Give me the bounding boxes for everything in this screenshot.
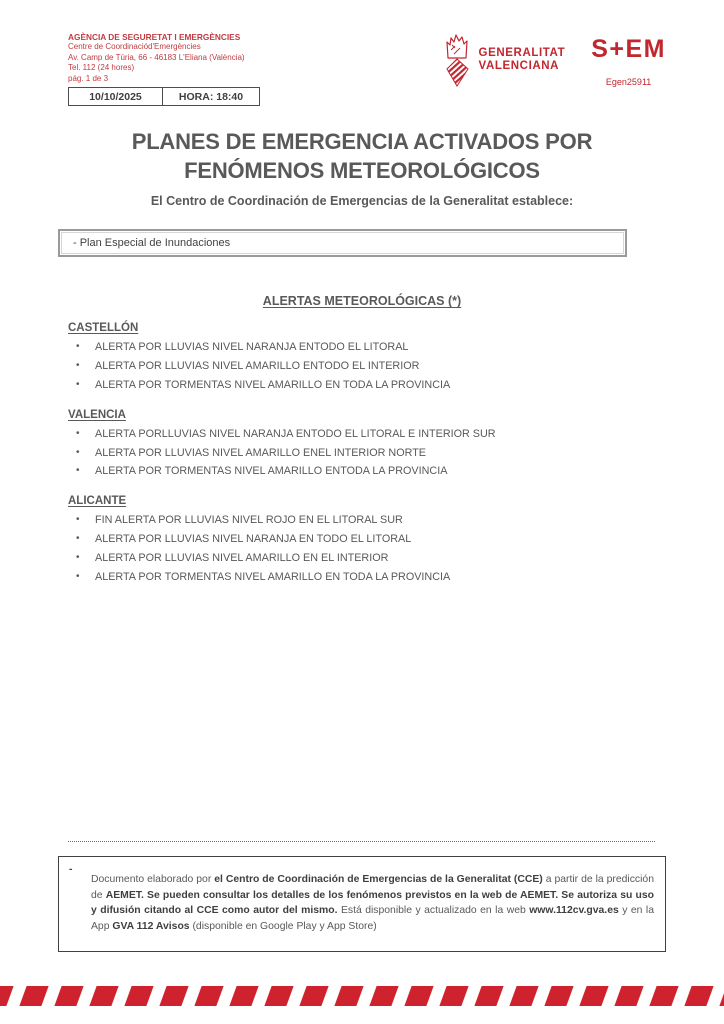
province-heading: ALICANTE (68, 495, 127, 508)
alert-item (68, 338, 664, 357)
footer-note-box (58, 856, 666, 952)
alert-item (68, 549, 664, 568)
datetime-table (68, 87, 260, 106)
agency-line: Av. Camp de Túria, 66 - 46183 L'Eliana (València) (68, 52, 245, 62)
hazard-stripe (334, 986, 363, 1006)
bullet-icon: • (76, 570, 80, 582)
alert-text: ALERTA POR LLUVIAS NIVEL AMARILLO ENEL INTERIOR NORTE (95, 446, 427, 459)
title-line: FENÓMENOS METEOROLÓGICOS (184, 158, 540, 184)
alert-text: ALERTA POR LLUVIAS NIVEL NARANJA ENTODO EL LITORAL (95, 341, 409, 354)
alert-list (68, 425, 664, 481)
date-cell: 10/10/2025 (69, 88, 163, 105)
province-section-valencia (68, 409, 664, 481)
alert-text: ALERTA POR TORMENTAS NIVEL AMARILLO EN TODA LA PROVINCIA (95, 570, 451, 583)
hazard-stripe-band (0, 986, 724, 1006)
hazard-stripe (194, 986, 223, 1006)
document-reference: Egen25911 (605, 77, 652, 87)
footer (0, 841, 724, 952)
alert-list (68, 338, 664, 394)
document-subtitle: El Centro de Coordinación de Emergencias de la Generalitat establece: (150, 194, 574, 209)
alert-text: ALERTA POR LLUVIAS NIVEL NARANJA EN TODO EL LITORAL (95, 533, 412, 546)
alert-item (68, 511, 664, 530)
bullet-icon: • (76, 427, 80, 439)
hazard-stripe (544, 986, 573, 1006)
agency-name: AGÈNCIA DE SEGURETAT I EMERGÈNCIES (68, 32, 241, 42)
generalitat-logo (441, 32, 566, 93)
hazard-stripe (684, 986, 713, 1006)
hazard-stripe (614, 986, 643, 1006)
alert-item (68, 376, 664, 395)
header (0, 0, 724, 106)
alert-item (68, 444, 664, 463)
activated-plan-box (58, 229, 627, 257)
alert-text: ALERTA POR LLUVIAS NIVEL AMARILLO ENTODO EL INTERIOR (95, 360, 420, 373)
hazard-stripe (649, 986, 678, 1006)
bullet-icon: • (76, 533, 80, 545)
hazard-stripe (124, 986, 153, 1006)
province-heading: VALENCIA (68, 408, 126, 421)
alert-item (68, 568, 664, 587)
hazard-stripe (0, 986, 14, 1006)
hazard-stripe (509, 986, 538, 1006)
province-section-castellon (68, 322, 664, 394)
bullet-icon: • (76, 446, 80, 458)
bullet-icon: • (76, 341, 80, 353)
alert-item (68, 530, 664, 549)
footer-dash: - (69, 863, 73, 875)
hazard-stripe (719, 986, 724, 1006)
alert-item (68, 462, 664, 481)
page-number: pág. 1 de 3 (68, 73, 109, 83)
sem-logo-block (591, 32, 666, 87)
bullet-icon: • (76, 514, 80, 526)
hazard-stripe (264, 986, 293, 1006)
activated-plan-text: - Plan Especial de Inundaciones (73, 237, 231, 250)
generalitat-wordmark-line: VALENCIANA (478, 59, 560, 72)
alert-list (68, 511, 664, 586)
agency-line: Tel. 112 (24 hores) (68, 63, 135, 73)
document-title (0, 127, 724, 185)
generalitat-crest-icon (441, 32, 473, 93)
hazard-stripe (369, 986, 398, 1006)
agency-line: Centre de Coordinaciód'Emergències (68, 42, 201, 52)
alerts-heading: ALERTAS METEOROLÓGICAS (*) (262, 294, 462, 309)
alert-text: ALERTA POR TORMENTAS NIVEL AMARILLO ENTODA LA PROVINCIA (95, 465, 448, 478)
alert-item (68, 425, 664, 444)
dotted-divider (68, 841, 655, 842)
hazard-stripe (19, 986, 48, 1006)
hazard-stripe (579, 986, 608, 1006)
hazard-stripe (89, 986, 118, 1006)
province-section-alicante (68, 495, 664, 586)
province-heading: CASTELLÓN (68, 322, 139, 335)
alert-text: FIN ALERTA POR LLUVIAS NIVEL ROJO EN EL LITORAL SUR (95, 514, 403, 527)
alerts-sections (68, 322, 664, 586)
title-line: PLANES DE EMERGENCIA ACTIVADOS POR (131, 129, 593, 155)
alert-text: ALERTA PORLLUVIAS NIVEL NARANJA ENTODO EL LITORAL E INTERIOR SUR (95, 427, 496, 440)
agency-address-block (68, 32, 260, 106)
alert-item (68, 357, 664, 376)
bullet-icon: • (76, 551, 80, 563)
generalitat-wordmark-line: GENERALITAT (478, 47, 566, 59)
alert-text: ALERTA POR LLUVIAS NIVEL AMARILLO EN EL INTERIOR (95, 551, 389, 564)
bullet-icon: • (76, 465, 80, 477)
hazard-stripe (404, 986, 433, 1006)
hazard-stripe (229, 986, 258, 1006)
logo-group (441, 32, 666, 106)
bullet-icon: • (76, 379, 80, 391)
hazard-stripe (299, 986, 328, 1006)
alert-text: ALERTA POR TORMENTAS NIVEL AMARILLO EN TODA LA PROVINCIA (95, 379, 451, 392)
hazard-stripe (474, 986, 503, 1006)
hazard-stripe (54, 986, 83, 1006)
hazard-stripe (159, 986, 188, 1006)
bullet-icon: • (76, 360, 80, 372)
footer-note-text: Documento elaborado por el Centro de Coordinación de Emergencias de la Generalitat (CCE) a partir de la predicción de AEMET. Se pueden consultar los detalles de los fenómenos previstos en la web de AEMET. Se autoriza su uso y difusión citando al CCE como autor del mismo. Está disponible y actualizado en la web www.112cv.gva.es y en la App GVA 112 Avisos (disponible en Google Play y App Store) (91, 874, 654, 932)
time-cell: HORA: 18:40 (178, 91, 244, 104)
sem-logo: S+EM (591, 35, 666, 63)
generalitat-wordmark (479, 47, 566, 72)
hazard-stripe (439, 986, 468, 1006)
